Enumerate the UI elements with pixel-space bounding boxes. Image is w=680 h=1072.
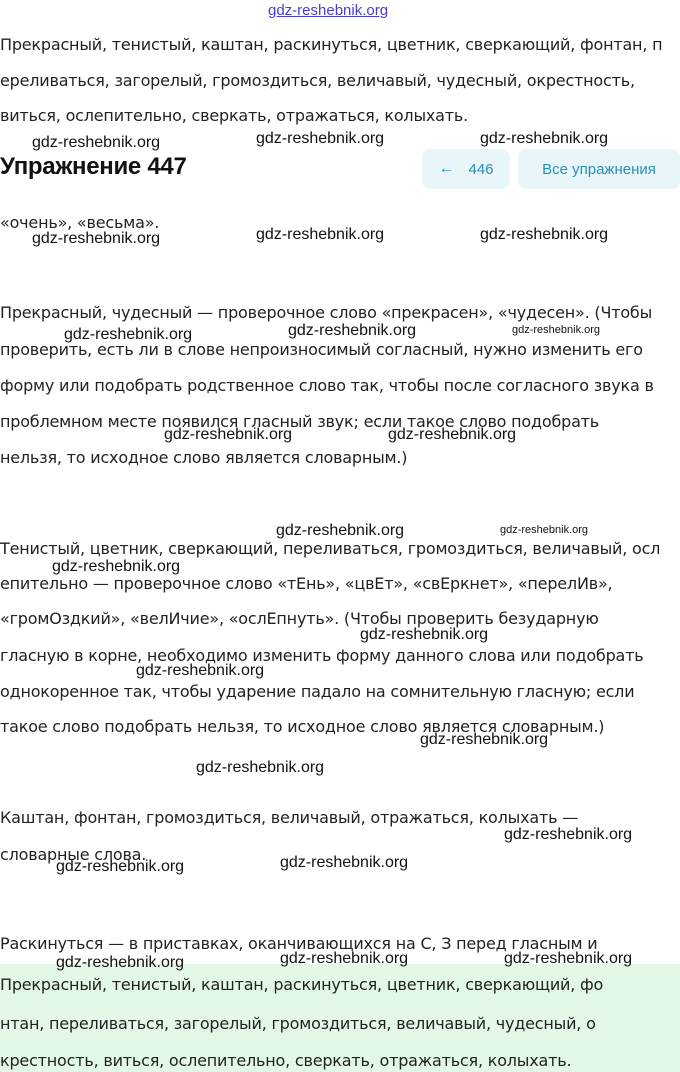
watermark: gdz-reshebnik.org xyxy=(360,626,489,643)
answer-line: крестность, виться, ослепительно, сверкать, отражаться, колыхать. xyxy=(0,1051,572,1070)
paragraph-line: такое слово подобрать нельзя, то исходное слово является словарным.) xyxy=(0,717,605,736)
watermark: gdz-reshebnik.org xyxy=(480,226,609,243)
watermark: gdz-reshebnik.org xyxy=(32,230,161,247)
watermark: gdz-reshebnik.org xyxy=(480,130,609,147)
paragraph-line: Каштан, фонтан, громоздиться, величавый, отражаться, колыхать — xyxy=(0,808,579,827)
paragraph-line: гласную в корне, необходимо изменить форму данного слова или подобрать xyxy=(0,646,644,665)
watermark: gdz-reshebnik.org xyxy=(256,130,385,147)
site-header-link[interactable]: gdz-reshebnik.org xyxy=(268,2,389,19)
paragraph-line: словарные слова. xyxy=(0,845,147,864)
watermark: gdz-reshebnik.org xyxy=(64,326,193,343)
all-exercises-label: Все упражнения xyxy=(542,160,656,178)
watermark: gdz-reshebnik.org xyxy=(280,854,409,871)
watermark: gdz-reshebnik.org xyxy=(164,426,293,443)
watermark: gdz-reshebnik.org xyxy=(500,524,589,536)
top-text-line: Прекрасный, тенистый, каштан, раскинуться, цветник, сверкающий, фонтан, п xyxy=(0,35,663,54)
arrow-left-icon: ← xyxy=(438,160,455,177)
top-text-line: ереливаться, загорелый, громоздиться, величавый, чудесный, окрестность, xyxy=(0,71,635,90)
watermark: gdz-reshebnik.org xyxy=(288,322,417,339)
paragraph-line: епительно — проверочное слово «тЕнь», «цвЕт», «свЕркнет», «перелИв», xyxy=(0,574,613,593)
paragraph-line: форму или подобрать родственное слово так, чтобы после согласного звука в xyxy=(0,376,654,395)
watermark: gdz-reshebnik.org xyxy=(512,324,601,336)
watermark: gdz-reshebnik.org xyxy=(196,759,325,776)
watermark: gdz-reshebnik.org xyxy=(32,134,161,151)
paragraph-line: «громОздкий», «велИчие», «ослЕпнуть». (Чтобы проверить безударную xyxy=(0,609,599,628)
intro-text: «очень», «весьма». xyxy=(0,213,160,232)
previous-exercise-label: 446 xyxy=(468,160,494,178)
paragraph-line: проблемном месте появился гласный звук; если такое слово подобрать xyxy=(0,412,600,431)
paragraph-line: Тенистый, цветник, сверкающий, переливаться, громоздиться, величавый, осл xyxy=(0,539,661,558)
watermark: gdz-reshebnik.org xyxy=(420,731,549,748)
watermark: gdz-reshebnik.org xyxy=(56,858,185,875)
answer-line: нтан, переливаться, загорелый, громоздиться, величавый, чудесный, о xyxy=(0,1014,596,1033)
paragraph-line: Раскинуться — в приставках, оканчивающихся на С, З перед гласным и xyxy=(0,934,598,953)
watermark: gdz-reshebnik.org xyxy=(256,226,385,243)
watermark: gdz-reshebnik.org xyxy=(56,954,185,971)
watermark: gdz-reshebnik.org xyxy=(136,662,265,679)
top-text-line: виться, ослепительно, сверкать, отражаться, колыхать. xyxy=(0,106,469,125)
previous-exercise-button[interactable] xyxy=(422,149,510,189)
watermark: gdz-reshebnik.org xyxy=(276,522,405,539)
answer-line: Прекрасный, тенистый, каштан, раскинуться, цветник, сверкающий, фо xyxy=(0,975,604,994)
watermark: gdz-reshebnik.org xyxy=(504,950,633,967)
all-exercises-button[interactable] xyxy=(518,149,680,189)
paragraph-line: проверить, есть ли в слове непроизносимый согласный, нужно изменить его xyxy=(0,340,643,359)
watermark: gdz-reshebnik.org xyxy=(52,558,181,575)
watermark: gdz-reshebnik.org xyxy=(280,950,409,967)
watermark: gdz-reshebnik.org xyxy=(388,426,517,443)
exercise-title: Упражнение 447 xyxy=(0,153,187,180)
paragraph-line: Прекрасный, чудесный — проверочное слово «прекрасен», «чудесен». (Чтобы xyxy=(0,303,653,322)
paragraph-line: нельзя, то исходное слово является словарным.) xyxy=(0,448,408,467)
paragraph-line: однокоренное так, чтобы ударение падало на сомнительную гласную; если xyxy=(0,682,635,701)
watermark: gdz-reshebnik.org xyxy=(504,826,633,843)
